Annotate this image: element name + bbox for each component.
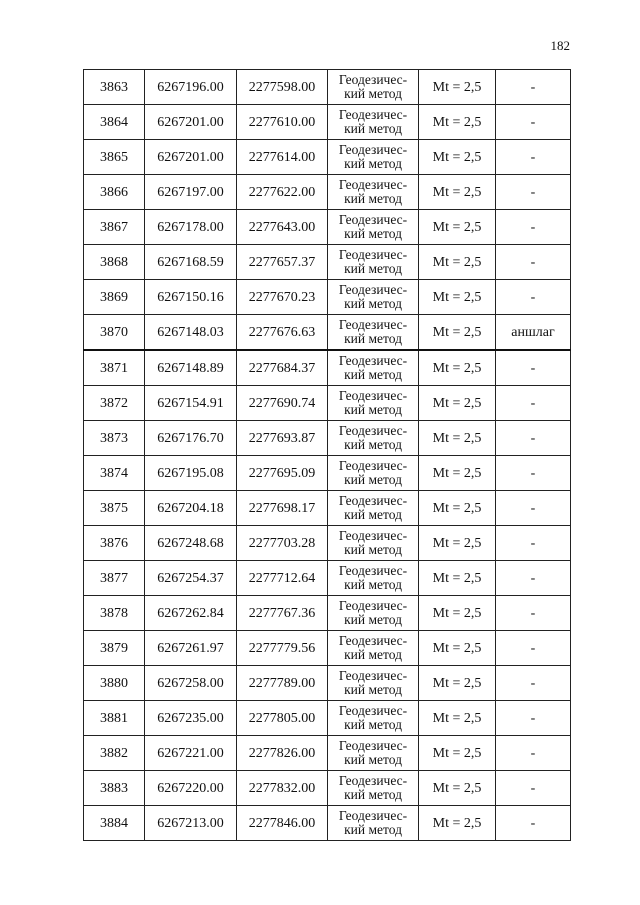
note-cell: - xyxy=(496,526,571,561)
y-coordinate-cell: 2277698.17 xyxy=(237,491,328,526)
table-row xyxy=(84,105,571,140)
method-line-2: кий метод xyxy=(344,331,402,346)
method-line-2: кий метод xyxy=(344,787,402,802)
x-coordinate-cell: 6267168.59 xyxy=(145,245,237,280)
y-coordinate-cell: 2277693.87 xyxy=(237,421,328,456)
method-line-1: Геодезичес- xyxy=(338,282,408,297)
y-coordinate-cell: 2277670.23 xyxy=(237,280,328,315)
table-row xyxy=(84,140,571,175)
note-cell: - xyxy=(496,806,571,841)
method-cell xyxy=(328,806,419,841)
point-id-cell: 3875 xyxy=(84,491,145,526)
accuracy-cell: Mt = 2,5 xyxy=(419,456,496,491)
method-cell xyxy=(328,386,419,421)
x-coordinate-cell: 6267176.70 xyxy=(145,421,237,456)
method-cell xyxy=(328,140,419,175)
point-id-cell: 3872 xyxy=(84,386,145,421)
table-row xyxy=(84,701,571,736)
method-line-1: Геодезичес- xyxy=(338,317,408,332)
note-cell: - xyxy=(496,105,571,140)
method-cell xyxy=(328,526,419,561)
accuracy-cell: Mt = 2,5 xyxy=(419,666,496,701)
x-coordinate-cell: 6267201.00 xyxy=(145,105,237,140)
method-line-2: кий метод xyxy=(344,577,402,592)
method-cell xyxy=(328,210,419,245)
method-line-2: кий метод xyxy=(344,367,402,382)
method-cell xyxy=(328,105,419,140)
note-cell: - xyxy=(496,456,571,491)
note-cell: - xyxy=(496,280,571,315)
x-coordinate-cell: 6267195.08 xyxy=(145,456,237,491)
y-coordinate-cell: 2277695.09 xyxy=(237,456,328,491)
y-coordinate-cell: 2277767.36 xyxy=(237,596,328,631)
accuracy-cell: Mt = 2,5 xyxy=(419,806,496,841)
note-cell: - xyxy=(496,140,571,175)
method-line-2: кий метод xyxy=(344,612,402,627)
x-coordinate-cell: 6267196.00 xyxy=(145,70,237,105)
method-line-1: Геодезичес- xyxy=(338,142,408,157)
note-cell: - xyxy=(496,245,571,280)
method-line-1: Геодезичес- xyxy=(338,247,408,262)
point-id-cell: 3877 xyxy=(84,561,145,596)
note-cell: - xyxy=(496,386,571,421)
method-line-2: кий метод xyxy=(344,472,402,487)
y-coordinate-cell: 2277805.00 xyxy=(237,701,328,736)
table-row xyxy=(84,280,571,315)
note-cell: - xyxy=(496,491,571,526)
y-coordinate-cell: 2277789.00 xyxy=(237,666,328,701)
method-line-2: кий метод xyxy=(344,191,402,206)
method-line-1: Геодезичес- xyxy=(338,177,408,192)
y-coordinate-cell: 2277690.74 xyxy=(237,386,328,421)
x-coordinate-cell: 6267248.68 xyxy=(145,526,237,561)
point-id-cell: 3865 xyxy=(84,140,145,175)
method-line-2: кий метод xyxy=(344,682,402,697)
x-coordinate-cell: 6267254.37 xyxy=(145,561,237,596)
method-line-1: Геодезичес- xyxy=(338,212,408,227)
point-id-cell: 3870 xyxy=(84,315,145,351)
table-row xyxy=(84,70,571,105)
point-id-cell: 3882 xyxy=(84,736,145,771)
note-cell: - xyxy=(496,350,571,386)
method-line-1: Геодезичес- xyxy=(338,493,408,508)
point-id-cell: 3876 xyxy=(84,526,145,561)
y-coordinate-cell: 2277846.00 xyxy=(237,806,328,841)
point-id-cell: 3878 xyxy=(84,596,145,631)
method-line-2: кий метод xyxy=(344,542,402,557)
note-cell: аншлаг xyxy=(496,315,571,351)
x-coordinate-cell: 6267154.91 xyxy=(145,386,237,421)
method-line-2: кий метод xyxy=(344,156,402,171)
table-row xyxy=(84,491,571,526)
method-line-2: кий метод xyxy=(344,822,402,837)
table-row xyxy=(84,210,571,245)
method-line-1: Геодезичес- xyxy=(338,598,408,613)
table-row xyxy=(84,315,571,351)
method-line-2: кий метод xyxy=(344,717,402,732)
table-row xyxy=(84,806,571,841)
x-coordinate-cell: 6267213.00 xyxy=(145,806,237,841)
x-coordinate-cell: 6267235.00 xyxy=(145,701,237,736)
point-id-cell: 3871 xyxy=(84,350,145,386)
method-line-2: кий метод xyxy=(344,507,402,522)
accuracy-cell: Mt = 2,5 xyxy=(419,596,496,631)
method-cell xyxy=(328,631,419,666)
method-line-2: кий метод xyxy=(344,402,402,417)
note-cell: - xyxy=(496,701,571,736)
accuracy-cell: Mt = 2,5 xyxy=(419,175,496,210)
method-line-2: кий метод xyxy=(344,226,402,241)
method-cell xyxy=(328,491,419,526)
method-cell xyxy=(328,561,419,596)
x-coordinate-cell: 6267258.00 xyxy=(145,666,237,701)
y-coordinate-cell: 2277832.00 xyxy=(237,771,328,806)
x-coordinate-cell: 6267178.00 xyxy=(145,210,237,245)
method-cell xyxy=(328,315,419,351)
point-id-cell: 3867 xyxy=(84,210,145,245)
accuracy-cell: Mt = 2,5 xyxy=(419,526,496,561)
method-line-1: Геодезичес- xyxy=(338,563,408,578)
note-cell: - xyxy=(496,70,571,105)
point-id-cell: 3863 xyxy=(84,70,145,105)
note-cell: - xyxy=(496,736,571,771)
method-cell xyxy=(328,456,419,491)
accuracy-cell: Mt = 2,5 xyxy=(419,350,496,386)
method-line-2: кий метод xyxy=(344,437,402,452)
x-coordinate-cell: 6267261.97 xyxy=(145,631,237,666)
method-cell xyxy=(328,421,419,456)
table-body xyxy=(84,70,571,841)
method-line-1: Геодезичес- xyxy=(338,388,408,403)
note-cell: - xyxy=(496,596,571,631)
table-row xyxy=(84,771,571,806)
note-cell: - xyxy=(496,771,571,806)
point-id-cell: 3873 xyxy=(84,421,145,456)
y-coordinate-cell: 2277712.64 xyxy=(237,561,328,596)
point-id-cell: 3868 xyxy=(84,245,145,280)
table-row xyxy=(84,175,571,210)
page-number: 182 xyxy=(550,38,570,53)
table-row xyxy=(84,421,571,456)
method-line-1: Геодезичес- xyxy=(338,703,408,718)
method-line-2: кий метод xyxy=(344,261,402,276)
accuracy-cell: Mt = 2,5 xyxy=(419,736,496,771)
table-row xyxy=(84,456,571,491)
note-cell: - xyxy=(496,210,571,245)
point-id-cell: 3884 xyxy=(84,806,145,841)
accuracy-cell: Mt = 2,5 xyxy=(419,70,496,105)
method-line-1: Геодезичес- xyxy=(338,107,408,122)
note-cell: - xyxy=(496,561,571,596)
method-line-2: кий метод xyxy=(344,296,402,311)
method-line-2: кий метод xyxy=(344,86,402,101)
point-id-cell: 3869 xyxy=(84,280,145,315)
method-line-1: Геодезичес- xyxy=(338,423,408,438)
y-coordinate-cell: 2277598.00 xyxy=(237,70,328,105)
y-coordinate-cell: 2277684.37 xyxy=(237,350,328,386)
accuracy-cell: Mt = 2,5 xyxy=(419,631,496,666)
table-row xyxy=(84,736,571,771)
method-cell xyxy=(328,175,419,210)
method-cell xyxy=(328,350,419,386)
point-id-cell: 3874 xyxy=(84,456,145,491)
x-coordinate-cell: 6267221.00 xyxy=(145,736,237,771)
y-coordinate-cell: 2277610.00 xyxy=(237,105,328,140)
y-coordinate-cell: 2277779.56 xyxy=(237,631,328,666)
y-coordinate-cell: 2277676.63 xyxy=(237,315,328,351)
method-line-1: Геодезичес- xyxy=(338,773,408,788)
x-coordinate-cell: 6267262.84 xyxy=(145,596,237,631)
method-line-1: Геодезичес- xyxy=(338,668,408,683)
point-id-cell: 3879 xyxy=(84,631,145,666)
table-row xyxy=(84,666,571,701)
accuracy-cell: Mt = 2,5 xyxy=(419,771,496,806)
point-id-cell: 3866 xyxy=(84,175,145,210)
method-cell xyxy=(328,70,419,105)
x-coordinate-cell: 6267201.00 xyxy=(145,140,237,175)
method-cell xyxy=(328,245,419,280)
method-line-1: Геодезичес- xyxy=(338,528,408,543)
table-row xyxy=(84,386,571,421)
accuracy-cell: Mt = 2,5 xyxy=(419,140,496,175)
method-line-1: Геодезичес- xyxy=(338,353,408,368)
x-coordinate-cell: 6267204.18 xyxy=(145,491,237,526)
table-row xyxy=(84,350,571,386)
method-cell xyxy=(328,666,419,701)
y-coordinate-cell: 2277622.00 xyxy=(237,175,328,210)
accuracy-cell: Mt = 2,5 xyxy=(419,561,496,596)
note-cell: - xyxy=(496,175,571,210)
x-coordinate-cell: 6267220.00 xyxy=(145,771,237,806)
accuracy-cell: Mt = 2,5 xyxy=(419,210,496,245)
note-cell: - xyxy=(496,666,571,701)
accuracy-cell: Mt = 2,5 xyxy=(419,105,496,140)
table-row xyxy=(84,561,571,596)
point-id-cell: 3864 xyxy=(84,105,145,140)
accuracy-cell: Mt = 2,5 xyxy=(419,245,496,280)
method-line-2: кий метод xyxy=(344,752,402,767)
method-cell xyxy=(328,596,419,631)
accuracy-cell: Mt = 2,5 xyxy=(419,315,496,351)
table-row xyxy=(84,631,571,666)
note-cell: - xyxy=(496,631,571,666)
method-cell xyxy=(328,280,419,315)
method-cell xyxy=(328,771,419,806)
method-line-1: Геодезичес- xyxy=(338,738,408,753)
note-cell: - xyxy=(496,421,571,456)
table-row xyxy=(84,526,571,561)
y-coordinate-cell: 2277614.00 xyxy=(237,140,328,175)
x-coordinate-cell: 6267148.03 xyxy=(145,315,237,351)
x-coordinate-cell: 6267150.16 xyxy=(145,280,237,315)
x-coordinate-cell: 6267197.00 xyxy=(145,175,237,210)
method-cell xyxy=(328,736,419,771)
point-id-cell: 3881 xyxy=(84,701,145,736)
method-line-2: кий метод xyxy=(344,121,402,136)
accuracy-cell: Mt = 2,5 xyxy=(419,421,496,456)
table-row xyxy=(84,245,571,280)
y-coordinate-cell: 2277643.00 xyxy=(237,210,328,245)
y-coordinate-cell: 2277657.37 xyxy=(237,245,328,280)
y-coordinate-cell: 2277826.00 xyxy=(237,736,328,771)
y-coordinate-cell: 2277703.28 xyxy=(237,526,328,561)
point-id-cell: 3880 xyxy=(84,666,145,701)
method-line-1: Геодезичес- xyxy=(338,458,408,473)
method-line-2: кий метод xyxy=(344,647,402,662)
accuracy-cell: Mt = 2,5 xyxy=(419,491,496,526)
accuracy-cell: Mt = 2,5 xyxy=(419,701,496,736)
method-line-1: Геодезичес- xyxy=(338,633,408,648)
x-coordinate-cell: 6267148.89 xyxy=(145,350,237,386)
point-id-cell: 3883 xyxy=(84,771,145,806)
coordinates-table xyxy=(83,69,571,841)
accuracy-cell: Mt = 2,5 xyxy=(419,386,496,421)
table-row xyxy=(84,596,571,631)
method-line-1: Геодезичес- xyxy=(338,72,408,87)
method-cell xyxy=(328,701,419,736)
accuracy-cell: Mt = 2,5 xyxy=(419,280,496,315)
method-line-1: Геодезичес- xyxy=(338,808,408,823)
